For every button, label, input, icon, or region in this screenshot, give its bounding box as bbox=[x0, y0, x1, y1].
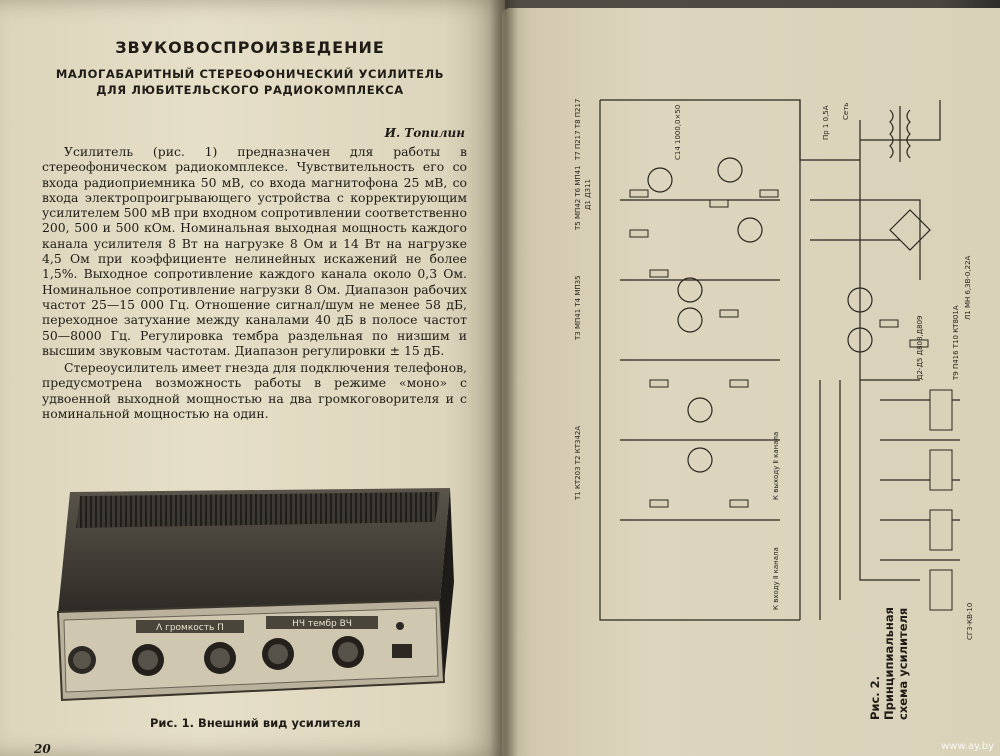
knob-left-switch bbox=[68, 646, 96, 674]
label-lamp: Л1 МН 6,3В-0,22А bbox=[964, 255, 972, 320]
label-d2: Д2-Д5 Д808,Д809 bbox=[916, 315, 924, 380]
tone-label: НЧ тембр ВЧ bbox=[292, 619, 352, 629]
knob-volume-right bbox=[204, 642, 236, 674]
diode-bridge bbox=[890, 210, 930, 250]
label-t1t2: Т1 КТ203 Т2 КТ342А bbox=[574, 425, 582, 500]
amplifier-schematic bbox=[560, 80, 980, 650]
transistor-t3 bbox=[678, 308, 702, 332]
label-fuse: Пр 1 0,5А bbox=[822, 105, 830, 140]
article-title bbox=[40, 66, 460, 98]
connector-sh1 bbox=[930, 570, 952, 610]
knob-treble bbox=[332, 636, 364, 668]
transistor-t4 bbox=[678, 278, 702, 302]
connector-sh4 bbox=[930, 450, 952, 490]
transistor-t5 bbox=[738, 218, 762, 242]
amplifier-photo bbox=[40, 482, 460, 704]
page-number: 20 bbox=[34, 742, 51, 756]
power-indicator bbox=[392, 644, 412, 658]
knob-bass bbox=[262, 638, 294, 670]
connector-sh5 bbox=[930, 390, 952, 430]
transistor-t2 bbox=[688, 398, 712, 422]
figure-2-caption: Рис. 2. Принципиальная схема усилителя bbox=[868, 607, 910, 720]
transistor-t1 bbox=[688, 448, 712, 472]
label-t3t4: Т3 МП41 Т4 МП35 bbox=[574, 275, 582, 340]
label-d1: Д1 Д311 bbox=[584, 179, 592, 210]
connector-sh2 bbox=[930, 510, 952, 550]
article-title-line-1: МАЛОГАБАРИТНЫЙ СТЕРЕОФОНИЧЕСКИЙ УСИЛИТЕЛЬ bbox=[55, 67, 445, 81]
label-t7t8: Т7 П217 Т8 П217 bbox=[574, 98, 582, 160]
power-transformer bbox=[890, 106, 910, 162]
label-input: К входу Ⅱ канала bbox=[772, 547, 780, 610]
label-t9t10: Т9 П416 Т10 КТ801А bbox=[952, 305, 960, 380]
label-output: К выходу Ⅱ канала bbox=[772, 431, 780, 500]
transistor-t8 bbox=[718, 158, 742, 182]
book-gutter bbox=[490, 0, 518, 756]
figure-1-caption: Рис. 1. Внешний вид усилителя bbox=[150, 716, 361, 730]
label-t5t6: Т5 МП42 Т6 МП41 bbox=[574, 165, 582, 230]
label-c14: С14 1000,0×50 bbox=[674, 104, 682, 160]
author-name: И. Топилин bbox=[384, 126, 465, 140]
label-connector: СГ3-КВ-10 bbox=[966, 602, 974, 640]
paragraph-specs: Усилитель (рис. 1) предназначен для работы в стереофоническом радиокомплексе. Чувствительность его со входа радиоприемника 50 мВ, со входа магнитофона 25 мВ, со входа электропроигрывающего устройства с корректирующим усилителем 500 мВ при входном сопротивлении соответственно 200, 500 и 500 кОм. Номинальная выходная мощность каждого канала усилителя 8 Вт на нагрузке 8 Ом и 14 Вт на нагрузке 4,5 Ом при коэффициенте нелинейных искажений не более 1,5%. Выходное сопротивление каждого канала около 0,3 Ом. Номинальное сопротивление нагрузки 8 Ом. Диапазон рабочих частот 25—15 000 Гц. Отношение сигнал/шум не менее 58 дБ, переходное затухание между каналами 40 дБ в полосе частот 50—8000 Гц. Регулировка тембра раздельная по низшим и высшим звуковым частотам. Диапазон регулировки ± 15 дБ. bbox=[42, 144, 467, 358]
page-heading: ЗВУКОВОСПРОИЗВЕДЕНИЕ bbox=[115, 38, 385, 57]
article-title-line-2: ДЛЯ ЛЮБИТЕЛЬСКОГО РАДИОКОМПЛЕКСА bbox=[96, 83, 404, 97]
jack-socket bbox=[396, 622, 404, 630]
volume-label: Λ громкость Π bbox=[156, 623, 224, 633]
label-net: Сеть bbox=[842, 102, 850, 120]
watermark: www.ay.by bbox=[941, 741, 994, 752]
article-body bbox=[42, 144, 467, 421]
paragraph-features: Стереоусилитель имеет гнезда для подключения телефонов, предусмотрена возможность работы в режиме «моно» с удвоенной выходной мощностью на два громкоговорителя и с номинальной мощностью на один. bbox=[42, 360, 467, 422]
knob-volume-left bbox=[132, 644, 164, 676]
transistor-t7 bbox=[648, 168, 672, 192]
